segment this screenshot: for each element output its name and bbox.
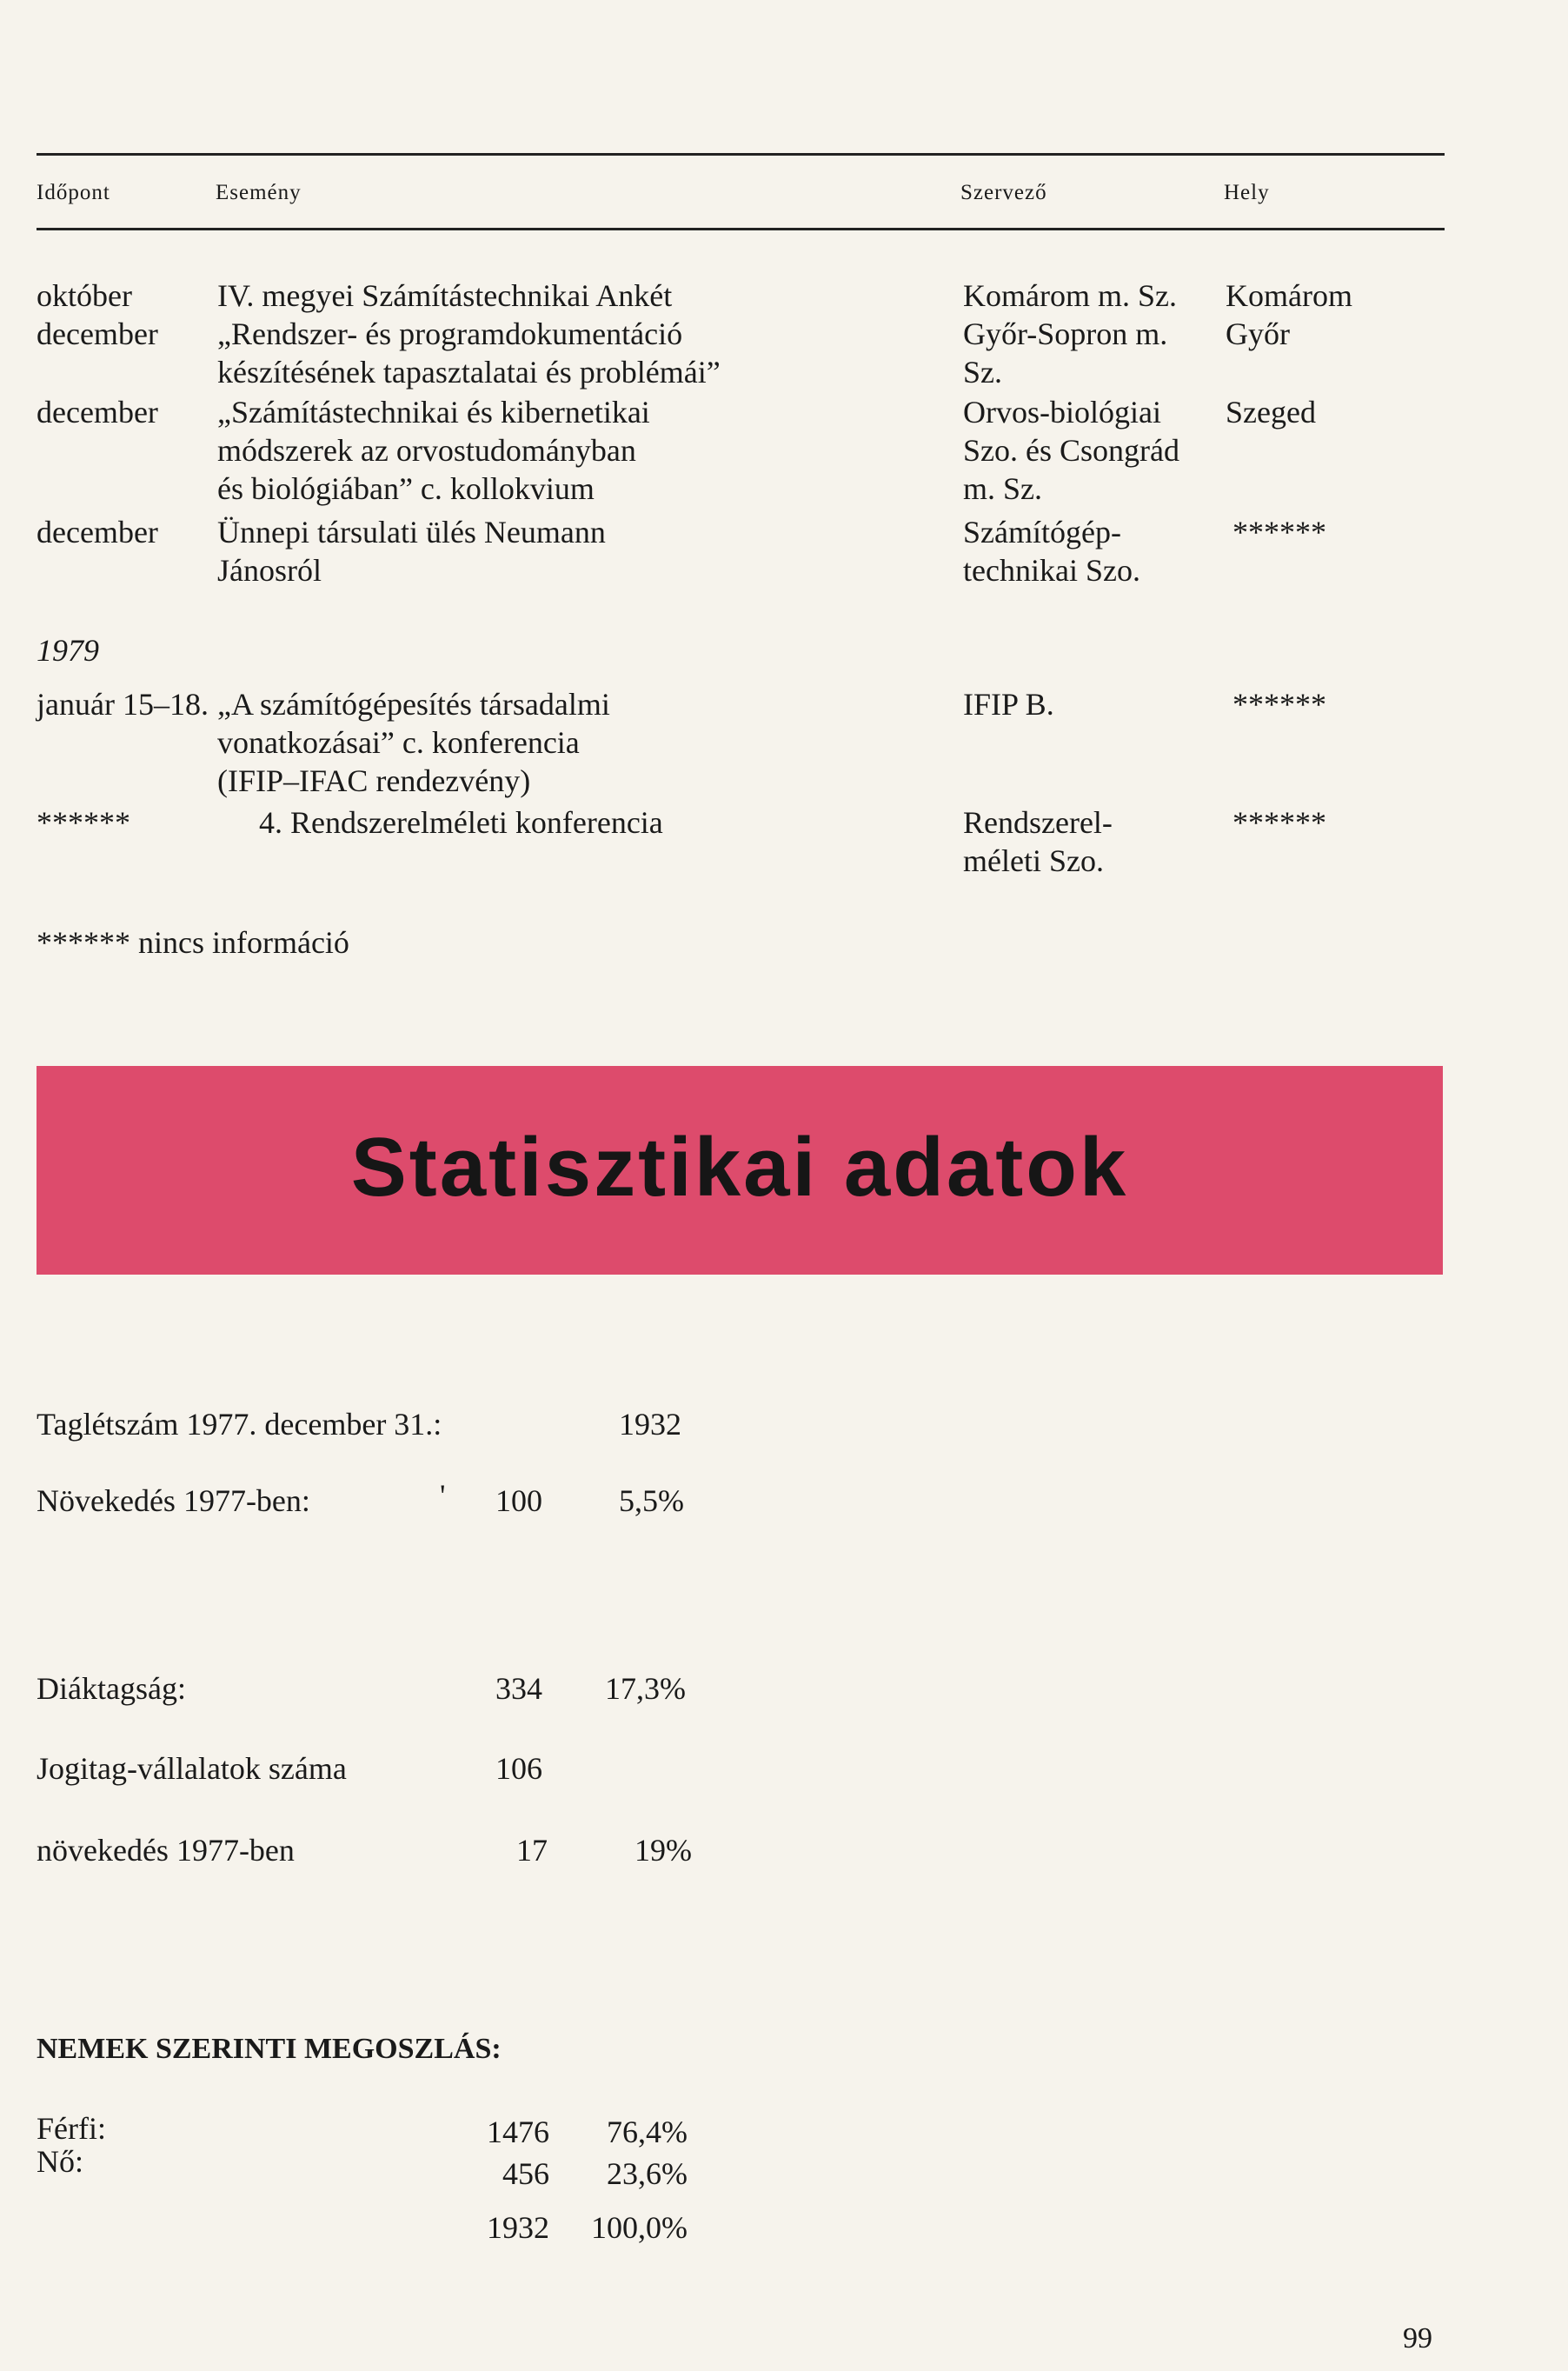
section-banner (37, 1066, 1443, 1275)
page-number: 99 (1403, 2322, 1432, 2354)
table-row-place: Szeged (1226, 395, 1316, 430)
female-value: 456 (502, 2156, 549, 2191)
table-row-event: „A számítógépesítés társadalmi (217, 687, 610, 722)
total-percent: 100,0% (591, 2210, 688, 2245)
table-row-event: Ünnepi társulati ülés Neumann (217, 515, 606, 549)
table-row-organizer: Számítógép- (963, 515, 1121, 549)
header-rule (37, 228, 1445, 230)
table-row-event: „Rendszer- és programdokumentáció (217, 316, 683, 351)
gender-heading: NEMEK SZERINTI MEGOSZLÁS: (37, 2033, 502, 2065)
membership-value: 1932 (619, 1407, 681, 1442)
year-heading: 1979 (37, 633, 99, 668)
table-row-time: január 15–18. (37, 687, 209, 722)
table-row-time: ****** (37, 805, 130, 840)
total-value: 1932 (487, 2210, 549, 2245)
table-row-place: ****** (1232, 687, 1326, 722)
growth-label: Növekedés 1977-ben: (37, 1483, 310, 1518)
table-row-organizer: m. Sz. (963, 471, 1043, 506)
table-row-event: (IFIP–IFAC rendezvény) (217, 763, 531, 798)
table-row-event: és biológiában” c. kollokvium (217, 471, 595, 506)
table-row-organizer: Szo. és Csongrád (963, 433, 1179, 468)
students-value: 334 (495, 1671, 542, 1706)
table-row-event: Jánosról (217, 553, 322, 588)
table-row-organizer: technikai Szo. (963, 553, 1140, 588)
corporate-growth-percent: 19% (635, 1833, 692, 1868)
table-row-organizer: Orvos-biológiai (963, 395, 1161, 430)
table-row-organizer: méleti Szo. (963, 843, 1104, 878)
footnote: ****** nincs információ (37, 925, 349, 960)
female-label: Nő: (37, 2144, 83, 2179)
membership-label: Taglétszám 1977. december 31.: (37, 1407, 442, 1442)
table-row-place: ****** (1232, 805, 1326, 840)
corporate-growth-label: növekedés 1977-ben (37, 1833, 295, 1868)
students-label: Diáktagság: (37, 1671, 186, 1706)
table-row-organizer: Komárom m. Sz. (963, 278, 1177, 313)
table-row-event: IV. megyei Számítástechnikai Ankét (217, 278, 673, 313)
growth-percent: 5,5% (619, 1483, 684, 1518)
male-label: Férfi: (37, 2111, 106, 2146)
male-value: 1476 (487, 2115, 549, 2149)
table-row-organizer: Rendszerel- (963, 805, 1113, 840)
corporate-label: Jogitag-vállalatok száma (37, 1751, 347, 1786)
top-rule (37, 153, 1445, 156)
table-row-event: 4. Rendszerelméleti konferencia (259, 805, 663, 840)
table-row-place: Győr (1226, 316, 1290, 351)
table-row-event: vonatkozásai” c. konferencia (217, 725, 580, 760)
table-row-place: Komárom (1226, 278, 1352, 313)
table-row-time: december (37, 316, 158, 351)
male-percent: 76,4% (607, 2115, 688, 2149)
growth-mark: ' (440, 1478, 446, 1513)
corporate-value: 106 (495, 1751, 542, 1786)
corporate-growth-value: 17 (516, 1833, 548, 1868)
header-time: Időpont (37, 181, 110, 204)
table-row-event: módszerek az orvostudományban (217, 433, 636, 468)
table-row-place: ****** (1232, 515, 1326, 549)
header-event: Esemény (216, 181, 302, 204)
header-place: Hely (1224, 181, 1270, 204)
female-percent: 23,6% (607, 2156, 688, 2191)
table-row-organizer: Sz. (963, 355, 1002, 390)
banner-title: Statisztikai adatok (350, 1121, 1129, 1214)
table-row-organizer: Győr-Sopron m. (963, 316, 1168, 351)
table-row-time: december (37, 395, 158, 430)
growth-value: 100 (495, 1483, 542, 1518)
table-row-event: „Számítástechnikai és kibernetikai (217, 395, 650, 430)
students-percent: 17,3% (605, 1671, 686, 1706)
table-row-event: készítésének tapasztalatai és problémái” (217, 355, 721, 390)
table-row-time: december (37, 515, 158, 549)
header-organizer: Szervező (960, 181, 1047, 204)
table-row-time: október (37, 278, 132, 313)
table-row-organizer: IFIP B. (963, 687, 1054, 722)
